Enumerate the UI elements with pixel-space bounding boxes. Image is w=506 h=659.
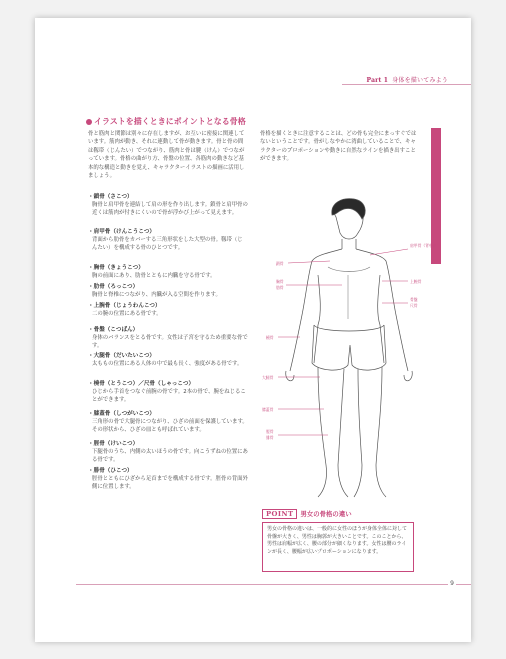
term-title: ・上腕骨（じょうわんこつ） xyxy=(88,303,161,309)
term-item xyxy=(88,410,248,435)
term-title: ・胸骨（きょうこつ） xyxy=(88,265,144,271)
right-paragraph: 骨格を描くときに注意することは、どの骨も完全にまっすぐではないということです。骨がしなやかに湾曲していることで、キャラクターのプロポーションや動きに自然なラインを描き出すことができます。 xyxy=(260,131,417,163)
term-item xyxy=(88,380,248,405)
header-rule xyxy=(342,84,471,85)
term-title: ・橈骨（とうこつ）／尺骨（しゃっこつ） xyxy=(88,381,195,387)
point-title: 男女の骨格の違い xyxy=(300,510,352,518)
label-scapula: 肩甲骨（背中側） xyxy=(410,243,441,248)
term-description: 脛骨とともにひざから足首までを構成する骨です。脛骨の背面外側に位置します。 xyxy=(92,476,248,491)
term-title: ・肋骨（ろっこつ） xyxy=(88,284,139,290)
point-box: 男女の骨格の違いは、一般的に女性のほうが身体全体に対して骨盤が大きく、男性は胸郭が大きいことです。このことから、男性は肩幅が広く、腰の部分が細くなります。女性は腰のラインが長く、腰幅が広いプロポーションになります。 xyxy=(262,522,414,572)
term-title: ・大腿骨（だいたいこつ） xyxy=(88,353,156,359)
label-radius: 橈骨 xyxy=(266,335,274,340)
label-fibula: 腓骨 xyxy=(266,435,274,440)
header-title: 身体を描いてみよう xyxy=(392,77,448,84)
label-femur: 大腿骨 xyxy=(262,375,274,380)
bullet-dot-icon xyxy=(86,119,92,125)
page-number: 9 xyxy=(450,580,454,587)
term-item xyxy=(88,352,248,368)
term-item xyxy=(88,326,248,351)
label-rib: 肋骨 xyxy=(276,285,284,290)
term-item xyxy=(88,467,248,492)
section-heading-text: イラストを描くときにポイントとなる骨格 xyxy=(94,117,246,126)
term-description: ひじから手首をつなぐ前腕の骨です。2本の骨で、腕をねじることができます。 xyxy=(92,389,246,404)
term-title: ・脛骨（けいこつ） xyxy=(88,441,139,447)
term-item xyxy=(88,440,248,465)
point-heading xyxy=(262,509,352,519)
term-title: ・肩甲骨（けんこうこつ） xyxy=(88,229,156,235)
section-heading xyxy=(86,116,246,127)
term-title: ・鎖骨（さこつ） xyxy=(88,194,133,200)
term-title: ・腓骨（ひこつ） xyxy=(88,468,133,474)
term-description: 二の腕の位置にある骨です。 xyxy=(92,311,162,317)
label-pelvis: 骨盤 xyxy=(410,297,418,302)
term-description: 下腿骨のうち、内側の太いほうの骨です。向こうずねの位置にある骨です。 xyxy=(92,449,248,464)
intro-paragraph: 骨と筋肉と関節は別々に存在しますが、お互いに密接に関連しています。筋肉が動き、それに連動して骨が動きます。骨と骨の間は靱帯（じんたい）でつながり、筋肉と骨は腱（けん）でつながっています。骨格の曲がり方、骨盤の位置、各筋肉の動きなど基本的な構造と動きを覚え、キャラクターイラストの描画に活用しましょう。 xyxy=(88,131,245,180)
term-title: ・膝蓋骨（しつがいこつ） xyxy=(88,411,156,417)
running-header xyxy=(367,75,448,84)
term-item xyxy=(88,302,248,318)
term-title: ・骨盤（こつばん） xyxy=(88,327,139,333)
footer-rule xyxy=(76,584,471,585)
point-badge: POINT xyxy=(262,509,297,519)
figure-labels xyxy=(262,243,440,440)
label-humerus: 上腕骨 xyxy=(410,279,422,284)
term-item xyxy=(88,228,248,253)
term-item xyxy=(88,264,248,280)
male-body-illustration xyxy=(286,199,413,497)
term-item xyxy=(88,283,248,299)
label-sternum: 胸骨 xyxy=(276,279,284,284)
label-patella: 膝蓋骨 xyxy=(262,407,274,412)
skeleton-figure xyxy=(258,195,441,505)
term-description: 三角形の骨で大腿骨につながり、ひざの前面を保護しています。その形状から、ひざの皿とも呼ばれています。 xyxy=(92,419,248,434)
term-description: 身体のバランスをとる骨です。女性は子宮を守るため重要な骨です。 xyxy=(92,335,248,350)
header-part: Part 1 xyxy=(366,77,389,84)
term-description: 胸骨と肩甲骨を連結して肩の形を作り出します。鎖骨と肩甲骨の近くは筋肉が付きにくいので骨が浮かび上がって見えます。 xyxy=(92,202,248,217)
term-description: 背面から肋骨をカバーする三角形状をした大型の骨。靱帯（じんたい）を構成する骨のひとつです。 xyxy=(92,237,243,252)
label-tibia: 脛骨 xyxy=(266,429,274,434)
label-ulna: 尺骨 xyxy=(410,303,418,308)
term-description: 太ももの位置にある人体の中で最も長く、強度がある骨です。 xyxy=(92,361,243,367)
label-leader-lines xyxy=(278,249,408,435)
term-description: 胸の前面にあり、肋骨とともに内臓を守る骨です。 xyxy=(92,273,216,279)
term-description: 胸骨と脊椎につながり、内臓が入る空間を作ります。 xyxy=(92,292,221,298)
term-item xyxy=(88,193,248,218)
label-clavicle: 鎖骨 xyxy=(276,261,284,266)
